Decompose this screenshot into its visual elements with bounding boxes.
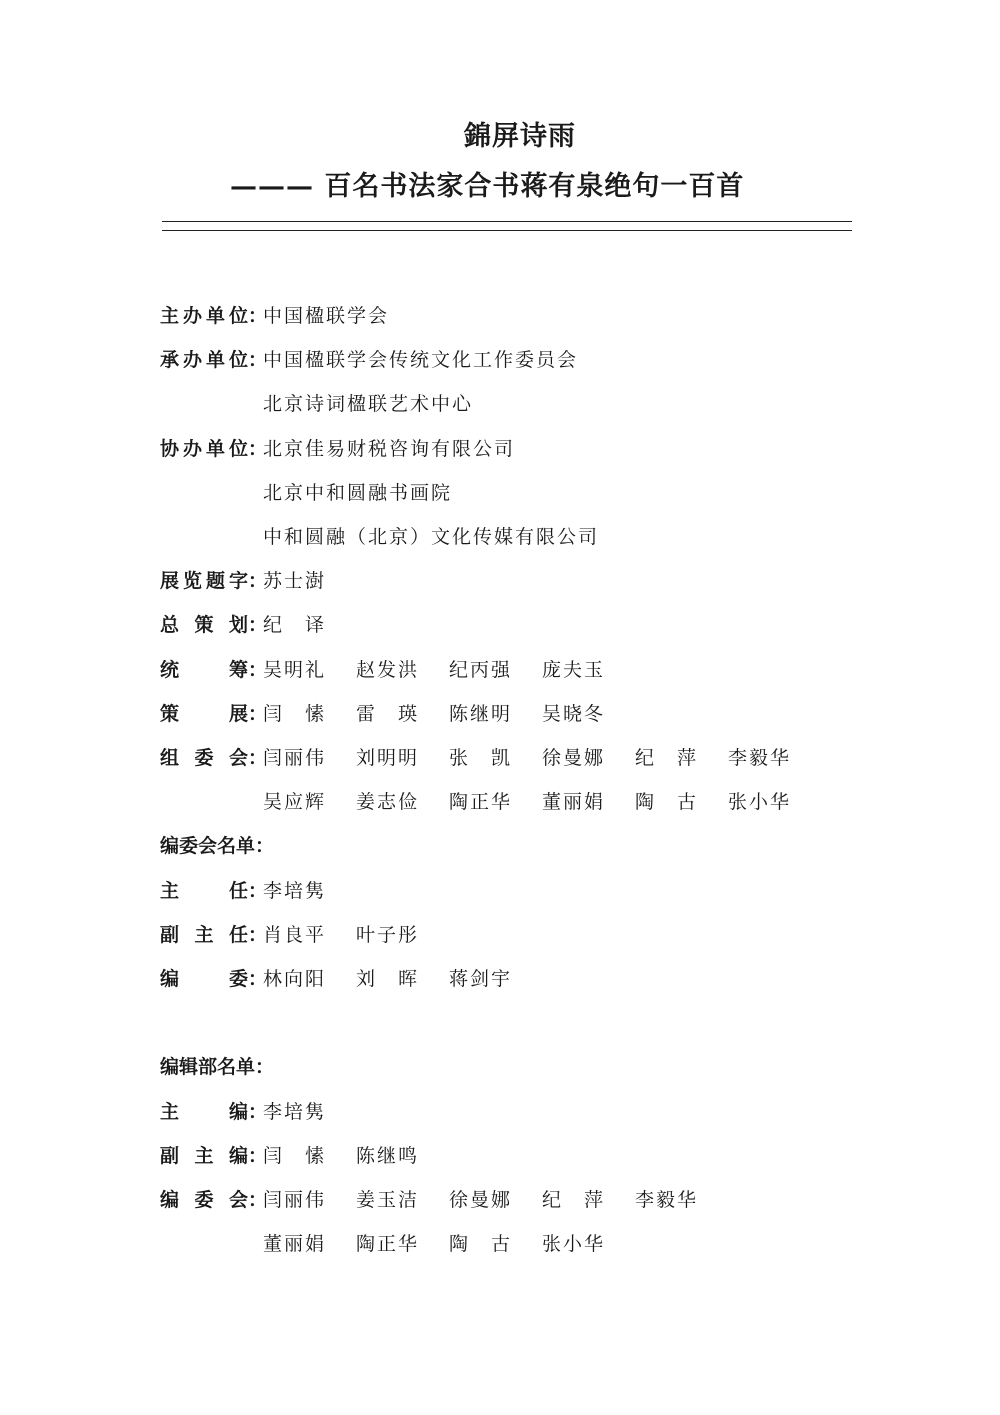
credit-label: 协办单位	[160, 437, 248, 460]
credit-name: 吴晓冬	[542, 702, 606, 725]
credit-name: 中和圆融（北京）文化传媒有限公司	[263, 526, 600, 548]
credit-name: 肖良平	[263, 923, 327, 946]
credit-colon: ：	[248, 614, 268, 637]
credit-colon: ：	[248, 968, 268, 990]
credit-name: 纪丙强	[449, 658, 513, 681]
credit-name: 赵发洪	[356, 658, 420, 681]
credit-colon: ：	[248, 349, 268, 372]
credit-name: 吴应辉	[263, 791, 327, 814]
credit-name: 中国楹联学会传统文化工作委员会	[263, 349, 579, 372]
credit-name: 张小华	[728, 791, 792, 814]
credit-name: 蒋剑宇	[449, 968, 513, 990]
credit-name: 北京佳易财税咨询有限公司	[263, 437, 516, 460]
credit-colon: ：	[248, 437, 268, 460]
credit-colon: ：	[248, 923, 268, 946]
credit-name: 姜志俭	[356, 791, 420, 814]
credit-label: 承办单位	[160, 349, 248, 372]
credit-label: 主办单位	[160, 305, 248, 327]
credit-name: 闫 愫	[263, 702, 327, 725]
credit-name: 董丽娟	[542, 791, 606, 814]
credit-name: 刘明明	[356, 747, 420, 769]
credit-name: 纪 译	[263, 614, 327, 637]
credit-name: 林向阳	[263, 968, 327, 990]
credit-name: 纪 萍	[542, 1189, 606, 1211]
credit-name: 姜玉洁	[356, 1189, 420, 1211]
credit-colon: ：	[248, 702, 268, 725]
credit-label: 统筹	[160, 658, 248, 681]
credit-name: 陶正华	[449, 791, 513, 814]
editorial-dept-heading: 编辑部名单：	[160, 1056, 275, 1079]
editorial-board-heading: 编委会名单：	[160, 835, 275, 858]
credit-name: 陈继明	[449, 702, 513, 725]
credit-name: 李毅华	[635, 1189, 699, 1211]
credit-name: 吴明礼	[263, 658, 327, 681]
credit-name: 陶 古	[635, 791, 699, 814]
credit-name: 李毅华	[728, 747, 792, 769]
credit-name: 闫 愫	[263, 1144, 327, 1167]
credit-name: 北京诗词楹联艺术中心	[263, 393, 474, 416]
credit-name: 叶子彤	[356, 923, 420, 946]
credit-name: 北京中和圆融书画院	[263, 481, 453, 504]
credit-name: 张 凯	[449, 747, 513, 769]
credit-name: 李培隽	[263, 1100, 327, 1123]
credit-name: 苏士澍	[263, 570, 327, 593]
credit-name: 陈继鸣	[356, 1144, 420, 1167]
credit-label: 编委	[160, 968, 248, 990]
credit-name: 陶 古	[449, 1233, 513, 1256]
credit-colon: ：	[248, 305, 268, 327]
double-rule-top	[162, 221, 852, 222]
credit-label: 展览题字	[160, 570, 248, 593]
credit-colon: ：	[248, 879, 268, 902]
credit-label: 副主编	[160, 1144, 248, 1167]
credit-name: 董丽娟	[263, 1233, 327, 1256]
document-subtitle: ——— 百名书法家合书蒋有泉绝句一百首	[230, 171, 745, 202]
credit-label: 总策划	[160, 614, 248, 637]
credit-label: 编委会	[160, 1189, 248, 1211]
credit-name: 张小华	[542, 1233, 606, 1256]
credit-label: 主任	[160, 879, 248, 902]
credit-colon: ：	[248, 570, 268, 593]
credit-name: 陶正华	[356, 1233, 420, 1256]
credit-name: 李培隽	[263, 879, 327, 902]
credit-name: 闫丽伟	[263, 747, 327, 769]
credit-name: 中国楹联学会	[263, 305, 390, 327]
credit-name: 雷 瑛	[356, 702, 420, 725]
credit-name: 刘 晖	[356, 968, 420, 990]
credit-colon: ：	[248, 747, 268, 769]
double-rule-bottom	[162, 230, 852, 231]
credit-label: 副主任	[160, 923, 248, 946]
credit-name: 闫丽伟	[263, 1189, 327, 1211]
credit-name: 徐曼娜	[449, 1189, 513, 1211]
credit-label: 组委会	[160, 747, 248, 769]
credit-name: 徐曼娜	[542, 747, 606, 769]
credit-colon: ：	[248, 1189, 268, 1211]
document-title: 錦屏诗雨	[464, 121, 576, 152]
credit-colon: ：	[248, 1144, 268, 1167]
credit-label: 策展	[160, 702, 248, 725]
credit-label: 主编	[160, 1100, 248, 1123]
credit-colon: ：	[248, 658, 268, 681]
credit-name: 纪 萍	[635, 747, 699, 769]
credit-name: 庞夫玉	[542, 658, 606, 681]
credit-colon: ：	[248, 1100, 268, 1123]
